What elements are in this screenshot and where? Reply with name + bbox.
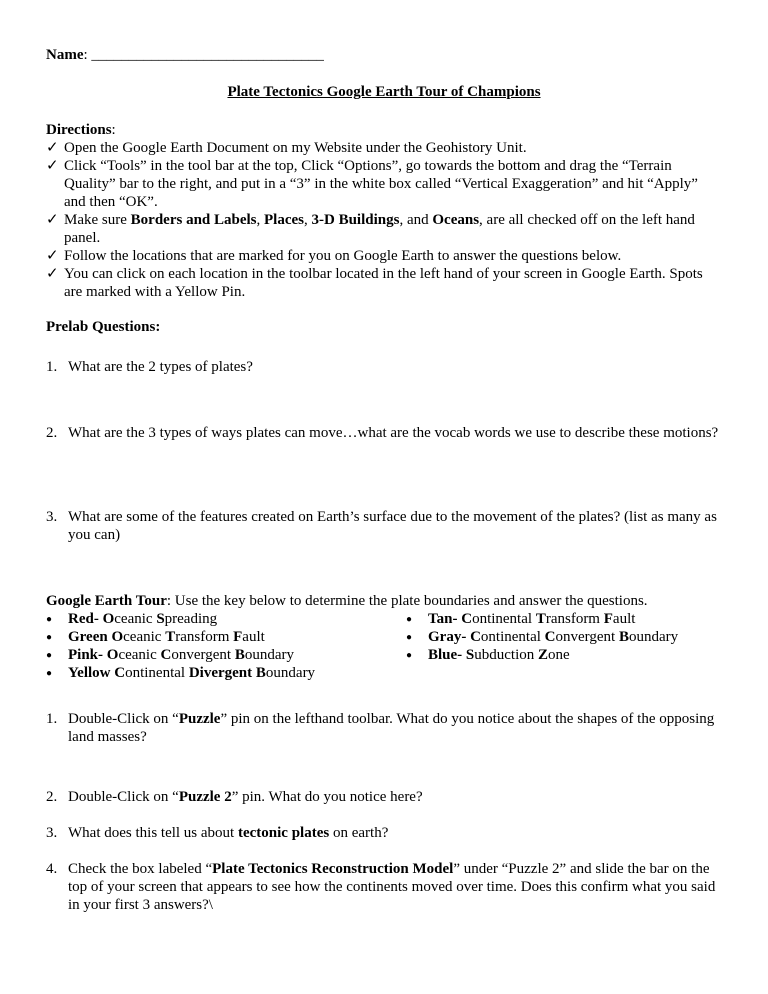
name-label: Name [46, 47, 84, 63]
question-text [68, 710, 726, 746]
direction-text [64, 265, 706, 301]
text-run: ceanic [118, 647, 161, 663]
checkmark-icon: ✓ [46, 266, 59, 282]
tour-question [46, 824, 726, 842]
bold-run: Yellow C [68, 665, 126, 681]
question-text [68, 860, 726, 914]
question-number: 4. [46, 861, 58, 877]
key-item [46, 628, 265, 647]
bold-run: C [160, 647, 172, 663]
text-run: oundary [244, 647, 294, 663]
text-run: ault [612, 611, 636, 627]
checkmark-icon: ✓ [46, 248, 59, 264]
direction-item [46, 247, 706, 265]
bold-run: T [535, 611, 546, 627]
bold-run: Red- O [68, 611, 115, 627]
direction-text [64, 157, 706, 211]
directions-colon: : [111, 122, 116, 138]
text-run: Check the box labeled “ [68, 861, 213, 877]
text-run: ” pin. What do you notice here? [231, 789, 423, 805]
text-run: You can click on each location in the toolbar located in the left hand of your screen in Google Earth. Spots are marked with a Yellow Pin. [64, 266, 703, 300]
text-run: ontinental [480, 629, 545, 645]
directions-label: Directions [46, 122, 112, 138]
bullet-icon: ● [406, 650, 413, 661]
bold-run: F [603, 611, 613, 627]
bold-run: Gray- C [428, 629, 481, 645]
direction-item [46, 265, 706, 301]
key-item [46, 646, 294, 665]
bullet-icon: ● [406, 614, 413, 625]
question-number: 2. [46, 789, 58, 805]
key-text [428, 647, 570, 663]
bold-run: S [156, 611, 165, 627]
key-text [68, 647, 294, 663]
text-run: ” under “Puzzle 2” and slide the bar on the top of your screen that appears to see how the continents moved over time. Does this confirm what you said in your first 3 answers?\ [68, 861, 716, 913]
text-run: oundary [265, 665, 316, 681]
bullet-icon: ● [46, 668, 53, 679]
key-text [428, 611, 635, 627]
prelab-heading-text: Prelab Questions: [46, 319, 161, 335]
text-run: Double-Click on “ [68, 711, 179, 727]
text-run: ubduction [474, 647, 539, 663]
bullet-icon: ● [46, 632, 53, 643]
text-run: onvergent [555, 629, 619, 645]
text-run: one [548, 647, 570, 663]
key-item [406, 628, 678, 647]
bold-run: Divergent B [188, 665, 266, 681]
bold-run: Z [538, 647, 549, 663]
question-text: What are some of the features created on Earth’s surface due to the movement of the plates? (list as many as you can) [68, 509, 717, 543]
question-text: What are the 2 types of plates? [68, 359, 253, 375]
key-item [406, 610, 635, 629]
text-run: ransform [175, 629, 234, 645]
text-run: What does this tell us about [68, 825, 238, 841]
text-run: , are all checked off on the left hand panel. [64, 212, 695, 246]
bold-run: Tan- C [428, 611, 473, 627]
tour-intro [46, 592, 648, 610]
text-run: , [256, 212, 265, 228]
key-item [406, 646, 570, 665]
prelab-heading [46, 318, 160, 336]
question-text [68, 788, 726, 806]
text-run: oundary [628, 629, 679, 645]
question-number: 3. [46, 509, 58, 525]
bold-run: Places [264, 212, 304, 228]
text-run: ontinental [472, 611, 536, 627]
prelab-question [46, 508, 726, 544]
bold-run: F [233, 629, 243, 645]
text-run: onvergent [171, 647, 235, 663]
bold-run: T [165, 629, 176, 645]
bullet-icon: ● [46, 614, 53, 625]
bullet-icon: ● [46, 650, 53, 661]
bold-run: Puzzle 2 [178, 789, 232, 805]
key-text [68, 611, 217, 627]
text-run: Click “Tools” in the tool bar at the top, Click “Options”, go towards the bottom and drag the “Terrain Quality” bar to the right, and put in a “3” in the white box called “Vertical Exaggeration” and hit “Apply” and then “OK”. [64, 158, 698, 210]
text-run: Open the Google Earth Document on my Website under the Geohistory Unit. [64, 140, 527, 156]
bold-run: 3-D Buildings [311, 212, 400, 228]
key-text [428, 629, 678, 645]
text-run: ceanic [114, 611, 157, 627]
direction-item [46, 211, 706, 247]
page-title: Plate Tectonics Google Earth Tour of Champions [227, 84, 541, 100]
text-run: ” pin on the lefthand toolbar. What do you notice about the shapes of the opposing land masses? [68, 711, 715, 745]
prelab-question [46, 358, 726, 376]
key-text [68, 629, 265, 645]
name-blank: : _______________________________ [83, 47, 324, 63]
text-run: ault [242, 629, 265, 645]
direction-text [64, 247, 706, 265]
bold-run: B [618, 629, 629, 645]
prelab-question [46, 424, 726, 442]
bold-run: Blue- S [428, 647, 475, 663]
question-number: 1. [46, 711, 58, 727]
checkmark-icon: ✓ [46, 140, 59, 156]
direction-text [64, 139, 706, 157]
tour-label: Google Earth Tour [46, 593, 167, 609]
direction-item [46, 157, 706, 211]
question-number: 3. [46, 825, 58, 841]
text-run: , and [399, 212, 433, 228]
directions-heading [46, 121, 116, 139]
bold-run: B [234, 647, 245, 663]
text-run: ceanic [123, 629, 166, 645]
text-run: , [304, 212, 312, 228]
tour-question [46, 710, 726, 746]
key-item [46, 664, 315, 683]
bold-run: Borders and Labels [130, 212, 257, 228]
bold-run: Puzzle [178, 711, 221, 727]
bold-run: C [544, 629, 556, 645]
checkmark-icon: ✓ [46, 158, 59, 174]
tour-question [46, 860, 726, 914]
bold-run: tectonic plates [237, 825, 330, 841]
question-text [68, 824, 726, 842]
text-run: preading [164, 611, 218, 627]
key-text [68, 665, 315, 681]
tour-question [46, 788, 726, 806]
bold-run: Pink- O [68, 647, 119, 663]
text-run: Make sure [64, 212, 131, 228]
bold-run: Green O [68, 629, 124, 645]
direction-text [64, 211, 706, 247]
text-run: Follow the locations that are marked for you on Google Earth to answer the questions below. [64, 248, 622, 264]
page-title-row [0, 83, 768, 101]
key-item [46, 610, 217, 629]
name-line [46, 46, 324, 64]
question-text: What are the 3 types of ways plates can move…what are the vocab words we use to describe these motions? [68, 425, 719, 441]
bullet-icon: ● [406, 632, 413, 643]
text-run: ontinental [125, 665, 189, 681]
question-number: 2. [46, 425, 58, 441]
question-number: 1. [46, 359, 58, 375]
text-run: ransform [545, 611, 604, 627]
checkmark-icon: ✓ [46, 212, 59, 228]
text-run: Double-Click on “ [68, 789, 179, 805]
tour-intro-text: : Use the key below to determine the plate boundaries and answer the questions. [166, 593, 648, 609]
text-run: on earth? [329, 825, 389, 841]
direction-item [46, 139, 706, 157]
bold-run: Plate Tectonics Reconstruction Model [212, 861, 454, 877]
bold-run: Oceans [432, 212, 480, 228]
